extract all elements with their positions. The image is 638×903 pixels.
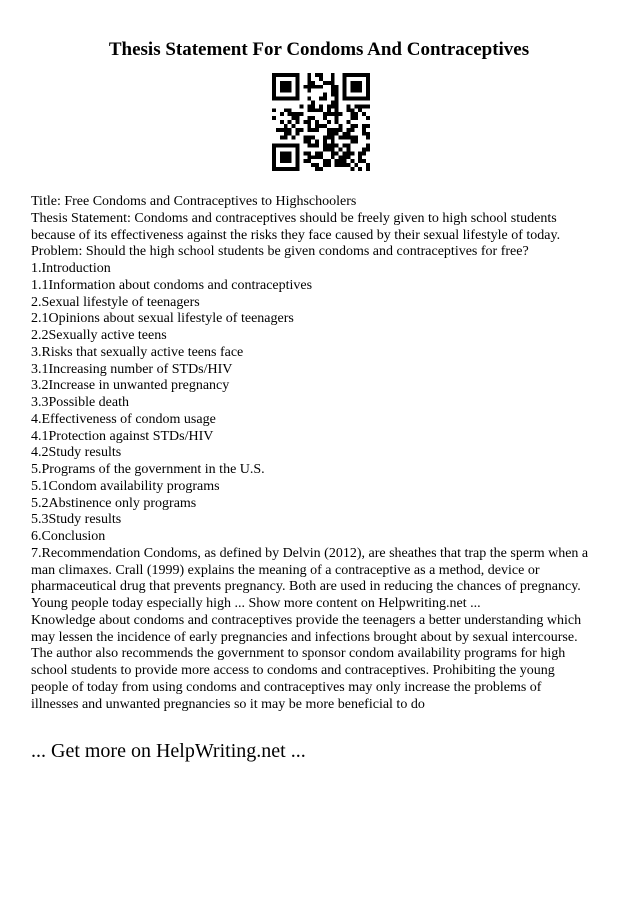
text-line: The author also recommends the government to sponsor condom availability programs for high [31, 646, 566, 662]
text-line: 2.2Sexually active teens [31, 328, 167, 343]
text-line: 2.1Opinions about sexual lifestyle of teenagers [31, 311, 294, 327]
text-line: 1.Introduction [31, 261, 111, 276]
text-line: may lessen the incidence of early pregnancies and infections brought about by sexual intercourse. [31, 629, 578, 645]
text-line: 1.1Information about condoms and contraceptives [31, 277, 313, 293]
text-line: 2.Sexual lifestyle of teenagers [31, 294, 200, 310]
text-line: 5.Programs of the government in the U.S. [31, 462, 265, 477]
text-line: 7.Recommendation Condoms, as defined by Delvin (2012), are sheathes that trap the sperm when a [31, 545, 589, 561]
text-line: 6.Conclusion [31, 529, 106, 544]
text-line: Knowledge about condoms and contraceptives provide the teenagers a better understanding which [31, 612, 582, 628]
document-body [31, 194, 616, 713]
text-line: 3.Risks that sexually active teens face [31, 344, 244, 360]
text-line: pharmaceutical drug that prevents pregnancy. Both are used in reducing the chances of pregnancy. [31, 579, 581, 595]
text-line: Young people today especially high ... Show more content on Helpwriting.net ... [31, 596, 481, 611]
text-line: 3.3Possible death [31, 395, 129, 410]
text-line: 5.1Condom availability programs [31, 478, 220, 494]
text-line: Thesis Statement: Condoms and contraceptives should be freely given to high school students [31, 210, 557, 226]
text-line: 4.Effectiveness of condom usage [31, 411, 216, 427]
text-line: 5.3Study results [31, 512, 122, 528]
text-line: because of its effectiveness against the risks they face caused by their sexual lifestyle of today. [31, 227, 561, 243]
text-line: 4.1Protection against STDs/HIV [31, 428, 214, 444]
text-line: illnesses and unwanted pregnancies so it may be more beneficial to do [31, 696, 425, 712]
text-line: people of today from using condoms and contraceptives may only increase the problems of [31, 679, 542, 695]
text-line: 3.2Increase in unwanted pregnancy [31, 378, 230, 394]
text-line: man climaxes. Crall (1999) explains the meaning of a contraceptive as a method, device or [31, 562, 540, 578]
text-line: Title: Free Condoms and Contraceptives to Highschoolers [31, 194, 357, 209]
get-more-link[interactable]: ... Get more on HelpWriting.net ... [31, 740, 306, 762]
text-line: 5.2Abstinence only programs [31, 495, 197, 511]
qr-code-icon [272, 73, 370, 171]
text-line: school students to provide more access to condoms and contraceptives. Prohibiting the young [31, 663, 555, 678]
text-line: 3.1Increasing number of STDs/HIV [31, 361, 233, 377]
text-line: 4.2Study results [31, 445, 122, 461]
text-line: Problem: Should the high school students be given condoms and contraceptives for free? [31, 244, 529, 260]
page-title: Thesis Statement For Condoms And Contraceptives [108, 39, 530, 60]
